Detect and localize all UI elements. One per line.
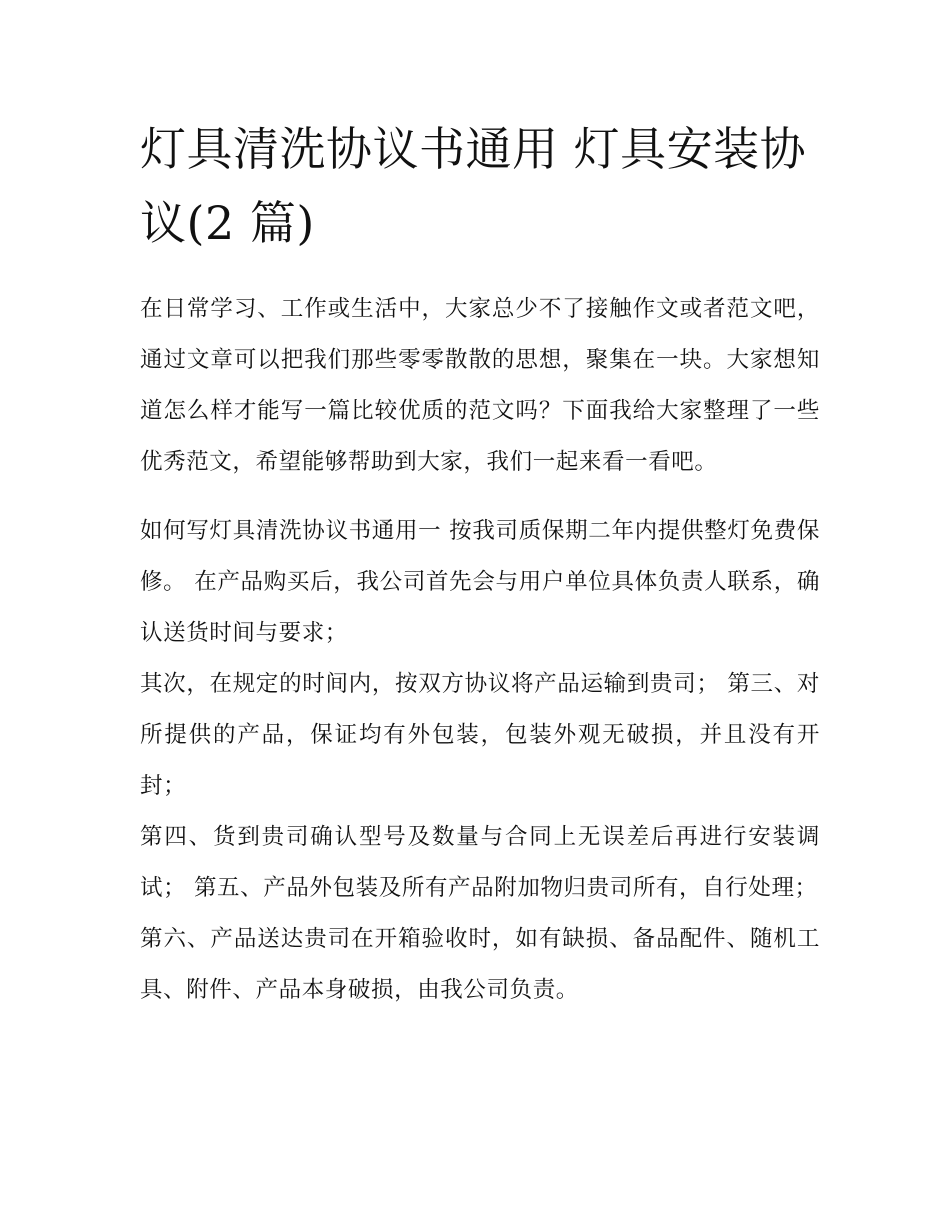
document-body: [140, 112, 820, 1016]
paragraph-installation: 第四、货到贵司确认型号及数量与合同上无误差后再进行安装调试； 第五、产品外包装及所有产品附加物归贵司所有，自行处理；: [140, 824, 820, 901]
paragraph-intro: 在日常学习、工作或生活中，大家总少不了接触作文或者范文吧，通过文章可以把我们那些零零散散的思想，聚集在一块。大家想知道怎么样才能写一篇比较优质的范文吗？下面我给大家整理了一些优秀范文，希望能够帮助到大家，我们一起来看一看吧。: [140, 296, 820, 475]
paragraph-inspection: 第六、产品送达贵司在开箱验收时，如有缺损、备品配件、随机工具、附件、产品本身破损，由我公司负责。: [140, 926, 820, 1003]
paragraph-delivery: 其次，在规定的时间内，按双方协议将产品运输到贵司； 第三、对所提供的产品，保证均有外包装，包装外观无破损，并且没有开封；: [140, 671, 820, 799]
document-title: 灯具清洗协议书通用 灯具安装协议(2 篇): [140, 122, 807, 250]
paragraph-warranty: 如何写灯具清洗协议书通用一 按我司质保期二年内提供整灯免费保修。 在产品购买后，我公司首先会与用户单位具体负责人联系，确认送货时间与要求；: [140, 518, 820, 646]
